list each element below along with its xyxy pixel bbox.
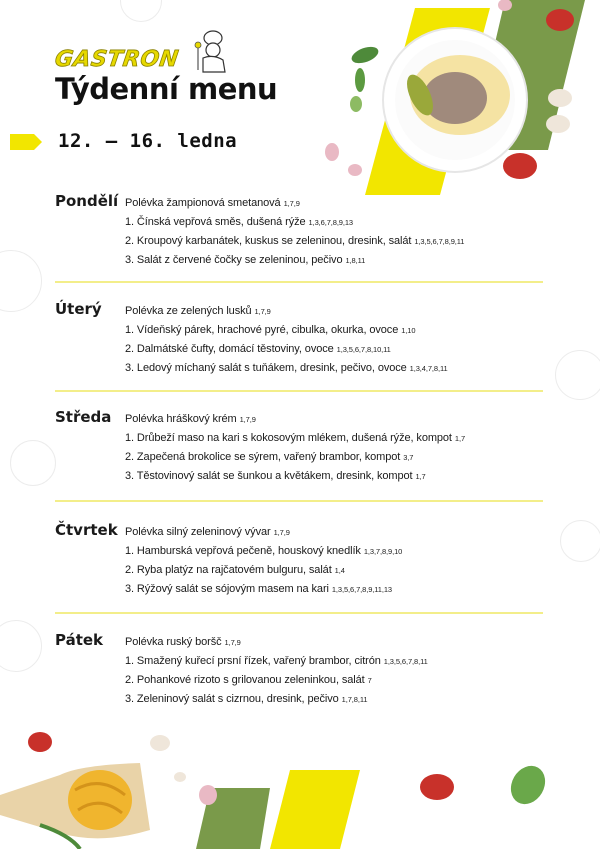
dish-list — [125, 633, 545, 709]
day-name: Středa — [55, 408, 112, 426]
meal-item: 2. Zapečená brokolice se sýrem, vařený brambor, kompot 3,7 — [125, 451, 414, 463]
meal-item: 2. Ryba platýz na rajčatovém bulguru, salát 1,4 — [125, 564, 345, 576]
allergen-codes: 7 — [367, 676, 372, 685]
meal-item: 1. Hamburská vepřová pečeně, houskový knedlík 1,3,7,8,9,10 — [125, 545, 403, 557]
meal-item: 1. Smažený kuřecí prsní řízek, vařený brambor, citrón 1,3,5,6,7,8,11 — [125, 655, 428, 667]
allergen-codes: 1,10 — [401, 326, 416, 335]
soup-item: Polévka ze zelených lusků 1,7,9 — [125, 305, 271, 317]
allergen-codes: 1,7,9 — [254, 307, 271, 316]
allergen-codes: 1,7,9 — [283, 199, 300, 208]
page-title: Týdenní menu — [55, 72, 278, 106]
allergen-codes: 1,7,9 — [273, 528, 290, 537]
day-tuesday — [55, 300, 545, 380]
tomato-basil-image — [410, 760, 560, 840]
allergen-codes: 3,7 — [403, 453, 414, 462]
separator-line — [55, 390, 543, 392]
meal-item: 2. Pohankové rizoto s grilovanou zeleninkou, salát 7 — [125, 674, 372, 686]
allergen-codes: 1,3,4,7,8,11 — [409, 364, 448, 373]
plate-food-image — [320, 0, 600, 200]
meal-item: 3. Těstovinový salát se šunkou a květákem, dresink, kompot 1,7 — [125, 470, 426, 482]
day-name: Pátek — [55, 631, 104, 649]
allergen-codes: 1,8,11 — [345, 256, 366, 265]
dish-list — [125, 523, 545, 599]
allergen-codes: 1,3,5,6,7,8,10,11 — [336, 345, 391, 354]
allergen-codes: 1,7,9 — [224, 638, 241, 647]
meal-item: 2. Kroupový karbanátek, kuskus se zeleninou, dresink, salát 1,3,5,6,7,8,9,11 — [125, 235, 465, 247]
allergen-codes: 1,7 — [454, 434, 466, 443]
allergen-codes: 1,7 — [415, 472, 426, 481]
date-tag-icon — [10, 134, 42, 150]
allergen-codes: 1,3,7,8,9,10 — [363, 547, 403, 556]
background-doodle — [560, 520, 600, 562]
day-thursday — [55, 521, 545, 601]
soup-item: Polévka silný zeleninový vývar 1,7,9 — [125, 526, 290, 538]
dish-list — [125, 194, 545, 270]
bottom-color-slabs — [190, 765, 370, 849]
allergen-codes: 1,3,6,7,8,9,13 — [308, 218, 354, 227]
allergen-codes: 1,4 — [334, 566, 345, 575]
background-doodle — [10, 440, 56, 486]
separator-line — [55, 612, 543, 614]
day-name: Čtvrtek — [55, 521, 118, 539]
background-doodle — [0, 620, 42, 672]
allergen-codes: 1,3,5,6,7,8,11 — [383, 657, 428, 666]
date-range: 12. – 16. ledna — [58, 130, 238, 152]
background-doodle — [0, 250, 42, 312]
soup-item: Polévka hráškový krém 1,7,9 — [125, 413, 256, 425]
day-name: Úterý — [55, 300, 102, 318]
meal-item: 1. Čínská vepřová směs, dušená rýže 1,3,6,7,8,9,13 — [125, 216, 354, 228]
meal-item: 2. Dalmátské čufty, domácí těstoviny, ovoce 1,3,5,6,7,8,10,11 — [125, 343, 391, 355]
meal-item: 3. Ledový míchaný salát s tuňákem, dresink, pečivo, ovoce 1,3,4,7,8,11 — [125, 362, 448, 374]
chef-mascot-icon — [189, 30, 229, 76]
dish-list — [125, 302, 545, 378]
meal-item: 3. Rýžový salát se sójovým masem na kari 1,3,5,6,7,8,9,11,13 — [125, 583, 392, 595]
brand-name: GASTRON — [53, 46, 181, 72]
day-wednesday — [55, 408, 545, 488]
separator-line — [55, 281, 543, 283]
pasta-spoon-image — [0, 715, 200, 849]
soup-item: Polévka žampionová smetanová 1,7,9 — [125, 197, 300, 209]
background-doodle — [555, 350, 600, 400]
day-friday — [55, 631, 545, 711]
meal-item: 3. Zeleninový salát s cizrnou, dresink, pečivo 1,7,8,11 — [125, 693, 368, 705]
soup-item: Polévka ruský boršč 1,7,9 — [125, 636, 241, 648]
meal-item: 3. Salát z červené čočky se zeleninou, pečivo 1,8,11 — [125, 254, 366, 266]
allergen-codes: 1,3,5,6,7,8,9,11 — [414, 237, 465, 246]
meal-item: 1. Vídeňský párek, hrachové pyré, cibulka, okurka, ovoce 1,10 — [125, 324, 416, 336]
allergen-codes: 1,7,9 — [239, 415, 256, 424]
day-monday — [55, 192, 545, 272]
allergen-codes: 1,3,5,6,7,8,9,11,13 — [331, 585, 392, 594]
allergen-codes: 1,7,8,11 — [341, 695, 368, 704]
background-doodle — [120, 0, 162, 22]
separator-line — [55, 500, 543, 502]
day-name: Pondělí — [55, 192, 119, 210]
dish-list — [125, 410, 545, 486]
meal-item: 1. Drůbeží maso na kari s kokosovým mlékem, dušená rýže, kompot 1,7 — [125, 432, 466, 444]
